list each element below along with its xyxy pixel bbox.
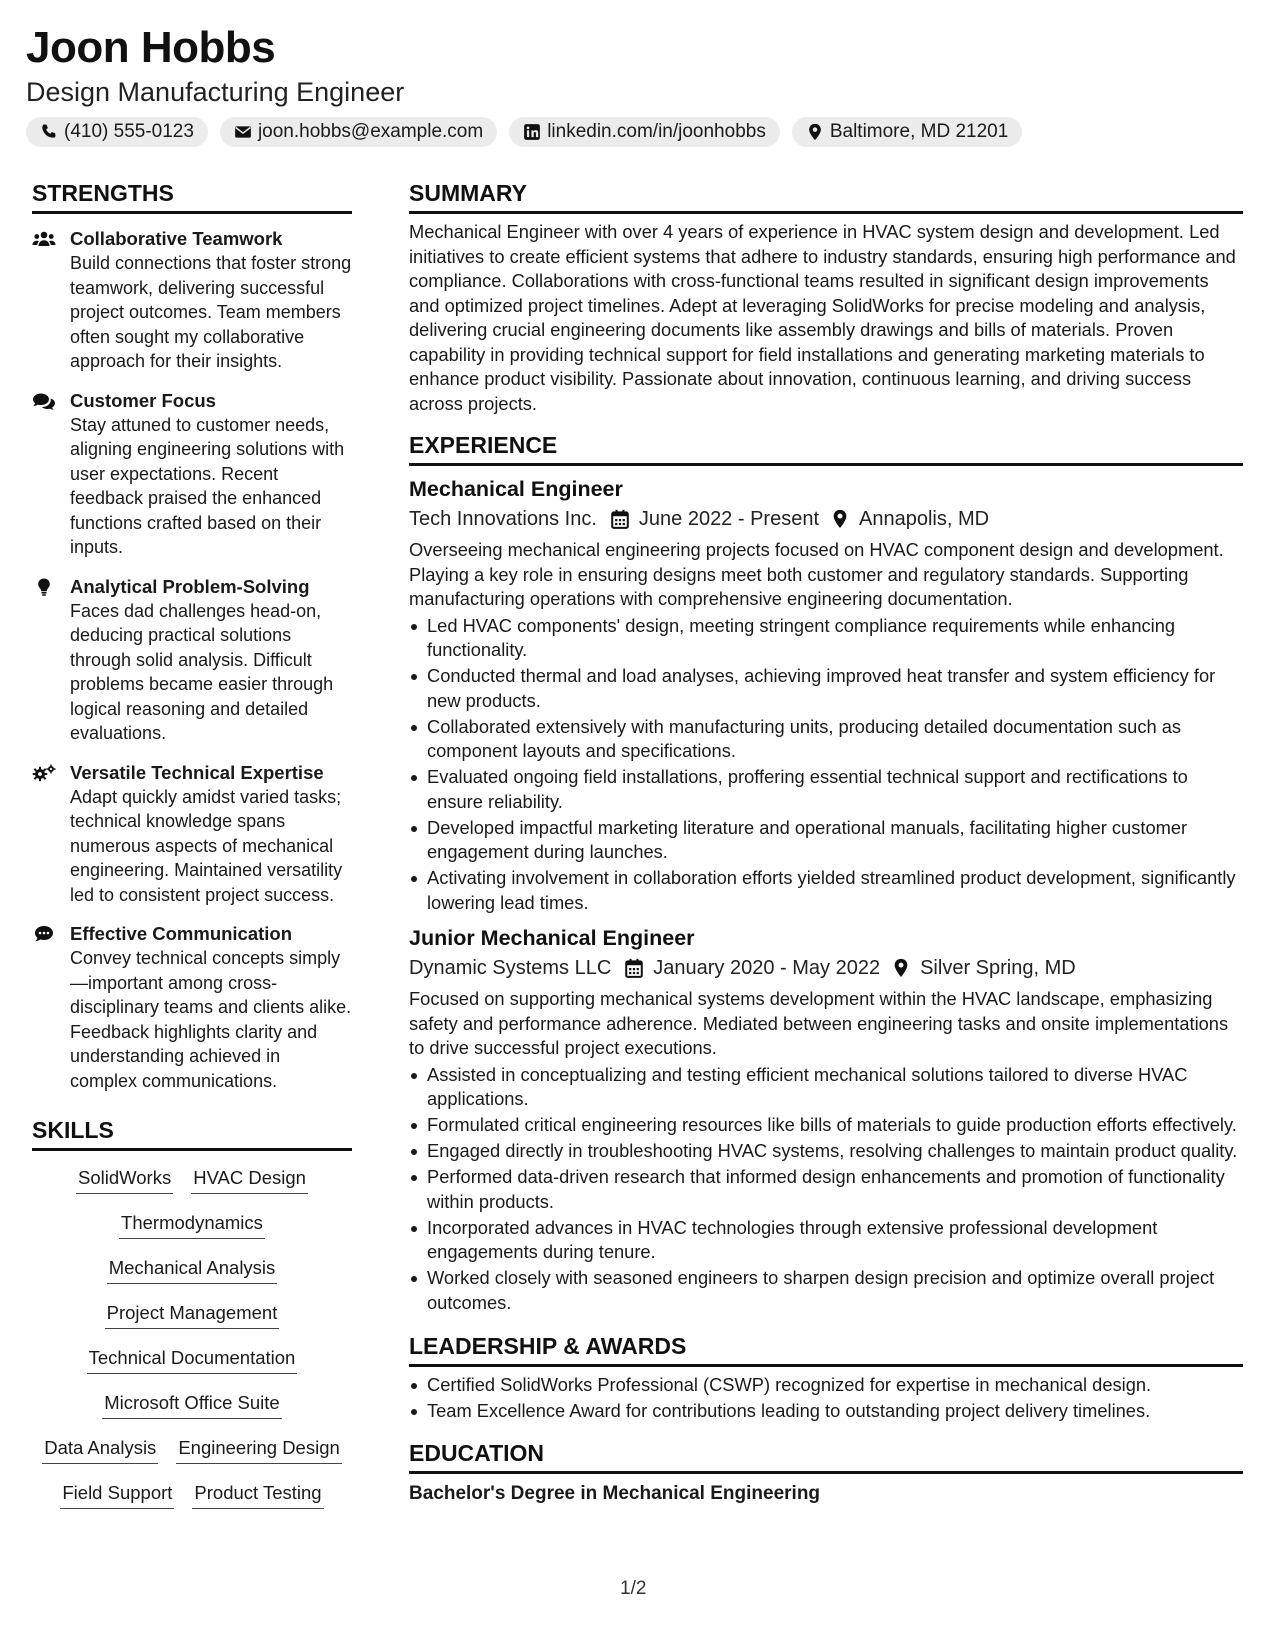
job-meta [409, 953, 1243, 983]
job-dates: January 2020 - May 2022 [653, 957, 881, 979]
skill-tag: Project Management [105, 1300, 280, 1329]
job-description: Overseeing mechanical engineering projects focused on HVAC component design and development. Playing a key role in ensuring designs meet both customer and regulatory standards. Supporting manufacturing operations with comprehensive engineering documentation. [409, 539, 1224, 609]
skill-tag: Product Testing [192, 1480, 323, 1509]
summary-text: Mechanical Engineer with over 4 years of experience in HVAC system design and development. Led initiatives to create efficient systems that adhere to industry standards, ensuring high performance and compliance. Collaborations with cross-functional teams resulted in significant design improvements and optimized project timelines. Adept at leveraging SolidWorks for precise modeling and analysis, delivering crucial engineering documents like assembly drawings and bills of materials. Proven capability in providing technical support for field installations and generating marketing materials to enhance product visibility. Passionate about innovation, continuous learning, and driving success across projects. [409, 221, 1236, 414]
skill-tag: Microsoft Office Suite [102, 1390, 281, 1419]
job-entry [409, 923, 1243, 1315]
skill-tag: Technical Documentation [87, 1345, 298, 1374]
leadership-heading: LEADERSHIP & AWARDS [409, 1331, 1243, 1367]
list-item: Conducted thermal and load analyses, achieving improved heat transfer and system efficiency for new products. [409, 664, 1243, 713]
contact-location-text: Baltimore, MD 21201 [829, 121, 1009, 142]
skill-tag: Mechanical Analysis [107, 1255, 278, 1284]
strengths-heading: STRENGTHS [32, 178, 352, 214]
skills-list [32, 1161, 352, 1521]
contact-phone-text: (410) 555-0123 [64, 121, 194, 142]
contact-email-text: joon.hobbs@example.com [257, 121, 484, 142]
skill-row [60, 1476, 323, 1521]
list-item: Evaluated ongoing field installations, proffering essential technical support and rectifications to ensure reliability. [409, 765, 1243, 814]
strength-description: Stay attuned to customer needs, aligning engineering solutions with user expectations. Recent feedback praised the enhanced functions crafted based on their inputs. [70, 414, 345, 557]
job-meta [409, 504, 1243, 534]
comment-dots-icon [32, 924, 56, 944]
candidate-title: Design Manufacturing Engineer [26, 77, 405, 107]
page-number: 1/2 [620, 1578, 647, 1599]
summary-heading: SUMMARY [409, 178, 1243, 214]
map-pin-icon [806, 123, 824, 141]
users-icon [32, 229, 56, 249]
strength-item [32, 388, 352, 560]
job-location: Silver Spring, MD [920, 957, 1076, 979]
skill-tag: Engineering Design [176, 1435, 341, 1464]
map-pin-icon [892, 958, 910, 978]
list-item: Incorporated advances in HVAC technologies through extensive professional development engagements during tenure. [409, 1216, 1243, 1265]
skill-tag: Field Support [60, 1480, 174, 1509]
skill-row [42, 1431, 342, 1476]
calendar-icon [611, 509, 629, 529]
skill-row [102, 1386, 281, 1431]
list-item: Developed impactful marketing literature and operational manuals, facilitating higher customer engagement during launches. [409, 816, 1243, 865]
job-title: Junior Mechanical Engineer [409, 926, 695, 950]
list-item: Engaged directly in troubleshooting HVAC systems, resolving challenges to maintain product quality. [409, 1139, 1243, 1164]
envelope-icon [234, 123, 252, 141]
skill-tag: Data Analysis [42, 1435, 158, 1464]
education-heading: EDUCATION [409, 1438, 1243, 1474]
job-entry [409, 474, 1243, 915]
skills-heading: SKILLS [32, 1115, 352, 1151]
leadership-list [409, 1373, 1243, 1424]
list-item: Team Excellence Award for contributions leading to outstanding project delivery timelines. [409, 1399, 1243, 1424]
skill-row [87, 1341, 298, 1386]
degree-title: Bachelor's Degree in Mechanical Engineering [409, 1482, 821, 1504]
job-location: Annapolis, MD [859, 508, 990, 530]
list-item: Performed data-driven research that informed design enhancements and promotion of functionality within products. [409, 1165, 1243, 1214]
contact-linkedin-text: linkedin.com/in/joonhobbs [547, 121, 766, 142]
skill-tag: SolidWorks [76, 1165, 173, 1194]
strength-title: Collaborative Teamwork [70, 228, 283, 249]
lightbulb-icon [32, 577, 56, 597]
job-dates: June 2022 - Present [638, 508, 820, 530]
job-bullets [409, 1063, 1243, 1316]
comments-icon [32, 391, 56, 411]
skill-row [119, 1206, 265, 1251]
gears-icon [32, 763, 56, 783]
list-item: Collaborated extensively with manufacturing units, producing detailed documentation such as component layouts and specifications. [409, 715, 1243, 764]
strength-title: Versatile Technical Expertise [70, 761, 324, 783]
job-title: Mechanical Engineer [409, 477, 623, 501]
map-pin-icon [831, 509, 849, 529]
job-description: Focused on supporting mechanical systems development within the HVAC landscape, emphasizing safety and performance adherence. Mediated between engineering tasks and onsite implementations to drive successful project executions. [409, 988, 1229, 1058]
list-item: Certified SolidWorks Professional (CSWP) recognized for expertise in mechanical design. [409, 1373, 1243, 1398]
strength-title: Analytical Problem-Solving [70, 575, 310, 597]
strength-item [32, 921, 352, 1093]
skill-row [107, 1251, 278, 1296]
strength-description: Adapt quickly amidst varied tasks; technical knowledge spans numerous aspects of mechanical engineering. Maintained versatility led to consistent project success. [70, 786, 343, 905]
linkedin-icon [523, 123, 541, 141]
experience-heading: EXPERIENCE [409, 430, 1243, 466]
contact-linkedin[interactable] [509, 117, 780, 147]
strength-title: Effective Communication [70, 923, 293, 944]
strengths-list [32, 226, 352, 1093]
strength-title: Customer Focus [70, 389, 216, 411]
skill-row [76, 1161, 308, 1206]
contact-phone[interactable] [26, 117, 208, 147]
job-company: Tech Innovations Inc. [409, 508, 597, 530]
contact-email[interactable] [220, 117, 497, 147]
list-item: Activating involvement in collaboration efforts yielded streamlined product development, significantly lowering lead times. [409, 866, 1243, 915]
calendar-icon [625, 958, 643, 978]
strength-description: Build connections that foster strong teamwork, delivering successful project outcomes. Team members often sought my collaborative approach for their insights. [70, 253, 352, 371]
strength-item [32, 226, 352, 374]
list-item: Led HVAC components' design, meeting stringent compliance requirements while enhancing functionality. [409, 614, 1243, 663]
resume-header [26, 22, 1246, 147]
candidate-name: Joon Hobbs [26, 23, 276, 72]
contact-location[interactable] [792, 117, 1022, 147]
skill-tag: HVAC Design [191, 1165, 308, 1194]
list-item: Formulated critical engineering resources like bills of materials to guide production efforts effectively. [409, 1113, 1243, 1138]
strength-item [32, 760, 352, 908]
phone-icon [40, 123, 58, 141]
list-item: Worked closely with seasoned engineers to sharpen design precision and optimize overall project outcomes. [409, 1266, 1243, 1315]
job-company: Dynamic Systems LLC [409, 957, 612, 979]
strength-description: Faces dad challenges head-on, deducing practical solutions through solid analysis. Difficult problems became easier through logical reasoning and detailed evaluations. [70, 600, 334, 743]
skill-tag: Thermodynamics [119, 1210, 265, 1239]
list-item: Assisted in conceptualizing and testing efficient mechanical solutions tailored to diverse HVAC applications. [409, 1063, 1243, 1112]
skill-row [105, 1296, 280, 1341]
job-bullets [409, 614, 1243, 916]
strength-description: Convey technical concepts simply—important among cross-disciplinary teams and clients alike. Feedback highlights clarity and understanding achieved in complex communications. [70, 948, 352, 1091]
contact-bar [26, 117, 1246, 147]
left-column [32, 178, 352, 1521]
right-column [409, 178, 1243, 1508]
strength-item [32, 574, 352, 746]
